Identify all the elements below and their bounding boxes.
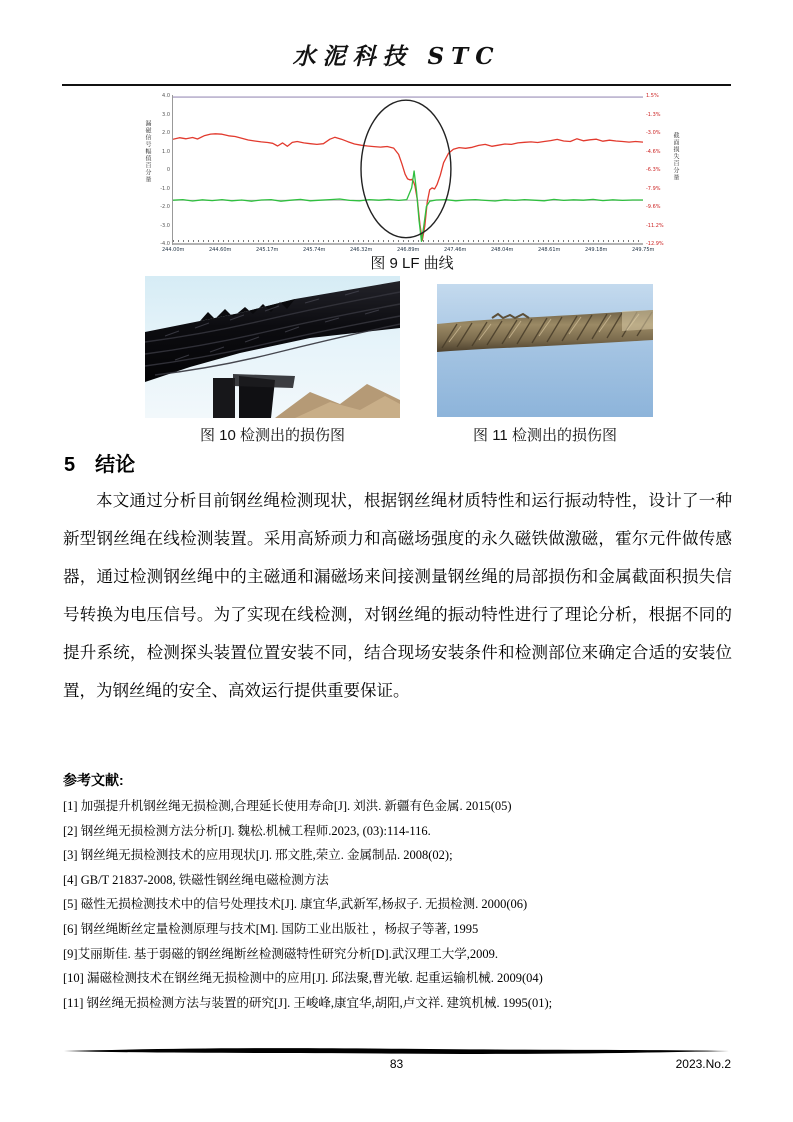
tick-label: -11.2%: [646, 222, 664, 229]
conclusion-paragraph: 本文通过分析目前钢丝绳检测现状，根据钢丝绳材质特性和运行振动特性，设计了一种新型钢丝绳在线检测装置。采用高矫顽力和高磁场强度的永久磁铁做激磁，霍尔元件做传感器，通过检测钢丝绳中的主磁通和漏磁场来间接测量钢丝绳的局部损伤和金属截面积损失信号转换为电压信号。为了实现在线检测，对钢丝绳的振动特性进行了理论分析，根据不同的提升系统，检测探头装置位置安装不同，结合现场安装条件和检测部位来确定合适的安装位置，为钢丝绳的安全、高效运行提供重要保证。: [63, 491, 732, 700]
section-number: 5: [64, 454, 76, 476]
lf-curve-chart: [138, 92, 686, 264]
journal-title: 水泥科技 STC: [292, 43, 501, 70]
tick-label: 248.61m: [538, 247, 561, 253]
tick-label: 4.0: [162, 93, 170, 99]
tick-label: -6.3%: [646, 167, 661, 173]
reference-item: [4] GB/T 21837-2008, 铁磁性钢丝绳电磁检测方法: [63, 872, 329, 887]
reference-item: [3] 钢丝绳无损检测技术的应用现状[J]. 邢文胜,荣立. 金属制品. 2008(02);: [63, 848, 453, 863]
figure9-caption: 图 9 LF 曲线: [370, 255, 454, 272]
figure11-photo: [437, 284, 653, 417]
tick-label: -1.3%: [646, 111, 661, 118]
figure10-photo: [145, 276, 400, 418]
reference-item: [9]艾丽斯佳. 基于弱磁的钢丝绳断丝检测磁特性研究分析[D].武汉理工大学,2009.: [63, 946, 499, 961]
tick-label: 1.0: [162, 148, 170, 155]
tick-label: -7.9%: [646, 185, 661, 192]
reference-item: [6] 钢丝绳断丝定量检测原理与技术[M]. 国防工业出版社 ，杨叔子等著, 1995: [63, 921, 479, 936]
tick-label: 244.00m: [162, 247, 185, 253]
reference-item: [5] 磁性无损检测技术中的信号处理技术[J]. 康宜华,武新军,杨叔子. 无损检测. 2000(06): [63, 897, 528, 912]
chart-left-ticks: [150, 92, 170, 252]
tick-label: -3.0: [160, 222, 170, 229]
tick-label: 249.75m: [632, 247, 655, 253]
tick-label: 249.18m: [585, 247, 608, 253]
reference-item: [10] 漏磁检测技术在钢丝绳无损检测中的应用[J]. 邱法聚,曹光敏. 起重运输机械. 2009(04): [63, 971, 543, 986]
tick-label: 245.74m: [303, 247, 326, 253]
reference-item: [11] 钢丝绳无损检测方法与装置的研究[J]. 王峻峰,康宜华,胡阳,卢文祥. 建筑机械. 1995(01);: [63, 995, 553, 1010]
chart-right-axis-label: 截面损失百分量: [672, 132, 678, 181]
lf-curve-plot: [172, 95, 643, 245]
chart-right-ticks: [644, 92, 670, 252]
section-title: 结论: [95, 454, 136, 476]
figure11-caption: 图 11 检测出的损伤图: [473, 427, 617, 444]
tick-label: -2.0: [160, 204, 170, 210]
chart-left-axis-label: 漏磁信号幅值百分量: [144, 120, 150, 183]
tick-label: 248.04m: [491, 247, 514, 253]
tick-label: 245.17m: [256, 247, 279, 253]
figure10-caption: 图 10 检测出的损伤图: [199, 427, 346, 444]
references-list: [63, 794, 732, 1015]
tick-label: 246.89m: [397, 247, 420, 253]
tick-label: -3.0%: [646, 130, 661, 136]
footer-page-number: 83: [389, 1057, 404, 1071]
tick-label: -12.9%: [646, 241, 664, 247]
tick-label: -4.6%: [646, 148, 661, 155]
tick-label: 1.5%: [646, 93, 659, 99]
tick-label: -1.0: [160, 185, 170, 192]
tick-label: -4.0: [160, 241, 170, 247]
reference-item: [2] 钢丝绳无损检测方法分析[J]. 魏松.机械工程师.2023, (03):114-116.: [63, 823, 431, 838]
tick-label: 3.0: [162, 111, 170, 118]
tick-label: 247.46m: [444, 247, 467, 253]
tick-label: 246.32m: [350, 247, 373, 253]
damaged-rope-photo-brown: [437, 284, 653, 417]
reference-item: [1] 加强提升机钢丝绳无损检测,合理延长使用寿命[J]. 刘洪. 新疆有色金属. 2015(05): [63, 799, 512, 813]
tick-label: 244.60m: [209, 247, 232, 253]
footer-rule: [62, 1046, 731, 1056]
footer-issue: 2023.No.2: [675, 1057, 731, 1071]
damaged-rope-photo-dark: [145, 276, 400, 418]
references-heading: 参考文献:: [63, 772, 124, 788]
section-heading: [64, 448, 135, 477]
tick-label: 0: [166, 167, 170, 173]
tick-label: 2.0: [162, 130, 170, 136]
tick-label: -9.6%: [646, 204, 661, 210]
header-rule: [62, 84, 731, 86]
